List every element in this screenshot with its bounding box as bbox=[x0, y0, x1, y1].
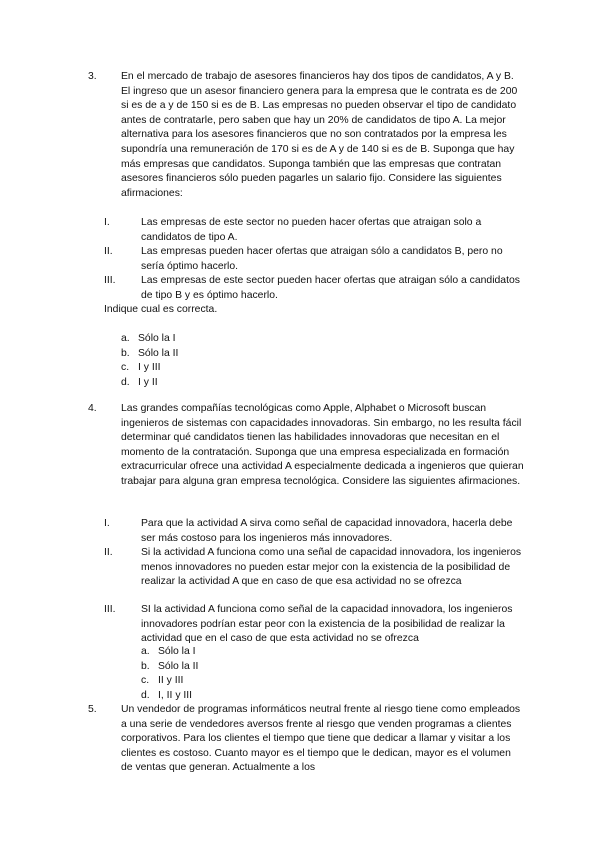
question-number: 3. bbox=[88, 71, 97, 82]
option-letter: b. bbox=[141, 660, 150, 672]
question-text: En el mercado de trabajo de asesores financieros hay dos tipos de candidatos, A y B. El ingreso que un asesor financiero genera para la empresa que le contrata es de 200 si es de a y de 150 si es de B. Las empresas no pueden observar el tipo de candidato antes de contratarle, pero saben que hay un 20% de candidatos de tipo A. La mejor alternativa para los asesores financieros que no son contratados por la empresa les supondría una remuneración de 170 si es de A y de 140 si es de B. Suponga que hay más empresas que candidatos. Suponga también que las empresas que contratan asesores financieros sólo pueden pagarles un salario fijo. Considere las siguientes afirmaciones: bbox=[121, 71, 518, 199]
question-text: Un vendedor de programas informáticos neutral frente al riesgo tiene como empleados a una serie de vendedores aversos frente al riesgo que venden programas a clientes corporativos. Para los clientes el tiempo que tiene que dedicar a llamar y visitar a los clientes es costoso. Cuanto mayor es el tiempo que le dedican, mayor es el volumen de ventas que generan. Actualmente a los bbox=[121, 704, 521, 774]
answer-options bbox=[141, 645, 441, 703]
option-a[interactable] bbox=[141, 645, 441, 660]
question-text: Las grandes compañías tecnológicas como Apple, Alphabet o Microsoft buscan ingenieros de sistemas con capacidades innovadoras. Sin embargo, no les resulta fácil determinar qué candidatos tienen las habilidades innovadoras que necesitan en el momento de la contratación. Suponga que una empresa especializada en formación extracurricular ofrece una actividad A especialmente dedicada a ingenieros que quieran trabajar para alguna gran empresa tecnológica. Considere las siguientes afirmaciones. bbox=[121, 403, 524, 487]
statement-number: III. bbox=[104, 275, 116, 286]
option-letter: c. bbox=[141, 675, 150, 687]
option-letter: d. bbox=[141, 689, 150, 701]
option-c[interactable] bbox=[121, 361, 421, 376]
option-letter: a. bbox=[141, 646, 150, 657]
option-text: Sólo la II bbox=[138, 347, 179, 359]
option-text: Sólo la II bbox=[158, 660, 199, 672]
question-number: 5. bbox=[88, 704, 97, 715]
question-number: 4. bbox=[88, 403, 97, 414]
statement-iii bbox=[104, 603, 524, 647]
question-3 bbox=[88, 70, 524, 201]
statement-text: Para que la actividad A sirva como señal de capacidad innovadora, hacerla debe ser más costoso para los ingenieros más innovadores. bbox=[141, 518, 513, 544]
option-d[interactable] bbox=[121, 376, 421, 391]
statement-text: Las empresas pueden hacer ofertas que atraigan sólo a candidatos B, pero no sería óptimo hacerlo. bbox=[141, 246, 503, 272]
statement-number: II. bbox=[104, 547, 113, 558]
option-letter: a. bbox=[121, 333, 130, 344]
option-text: Sólo la I bbox=[158, 646, 196, 657]
answer-options bbox=[121, 332, 421, 390]
question-4 bbox=[88, 402, 524, 490]
statement-ii bbox=[104, 245, 524, 274]
statement-i bbox=[104, 517, 524, 546]
option-b[interactable] bbox=[141, 660, 441, 675]
statement-number: III. bbox=[104, 604, 116, 615]
question-prompt: Indique cual es correcta. bbox=[104, 304, 218, 315]
option-text: I y III bbox=[138, 362, 161, 374]
statement-number: I. bbox=[104, 217, 110, 228]
option-text: Sólo la I bbox=[138, 333, 176, 344]
question-5 bbox=[88, 703, 524, 776]
option-text: I, II y III bbox=[158, 689, 193, 701]
statement-ii bbox=[104, 546, 524, 590]
statement-number: I. bbox=[104, 518, 110, 529]
option-letter: d. bbox=[121, 376, 130, 388]
option-text: II y III bbox=[158, 675, 184, 687]
option-letter: b. bbox=[121, 347, 130, 359]
statement-i bbox=[104, 216, 524, 245]
statement-text: Si la actividad A funciona como una señal de capacidad innovadora, los ingenieros menos innovadores no pueden estar mejor con la existencia de la posibilidad de realizar la actividad A que en caso de que esa actividad no se ofrezca bbox=[141, 547, 522, 588]
statement-number: II. bbox=[104, 246, 113, 257]
option-c[interactable] bbox=[141, 674, 441, 689]
option-b[interactable] bbox=[121, 347, 421, 362]
option-a[interactable] bbox=[121, 332, 421, 347]
statement-iii bbox=[104, 274, 524, 303]
statement-text: Las empresas de este sector pueden hacer ofertas que atraigan sólo a candidatos de tipo B y es óptimo hacerlo. bbox=[141, 275, 520, 301]
statement-text: SI la actividad A funciona como señal de la capacidad innovadora, los ingenieros innovadores podrían estar peor con la existencia de la posibilidad de realizar la actividad que en el caso de que esta actividad no se ofrezca bbox=[141, 604, 513, 645]
option-text: I y II bbox=[138, 376, 158, 388]
option-letter: c. bbox=[121, 362, 130, 374]
option-d[interactable] bbox=[141, 689, 441, 704]
statement-text: Las empresas de este sector no pueden hacer ofertas que atraigan solo a candidatos de tipo A. bbox=[141, 217, 482, 243]
